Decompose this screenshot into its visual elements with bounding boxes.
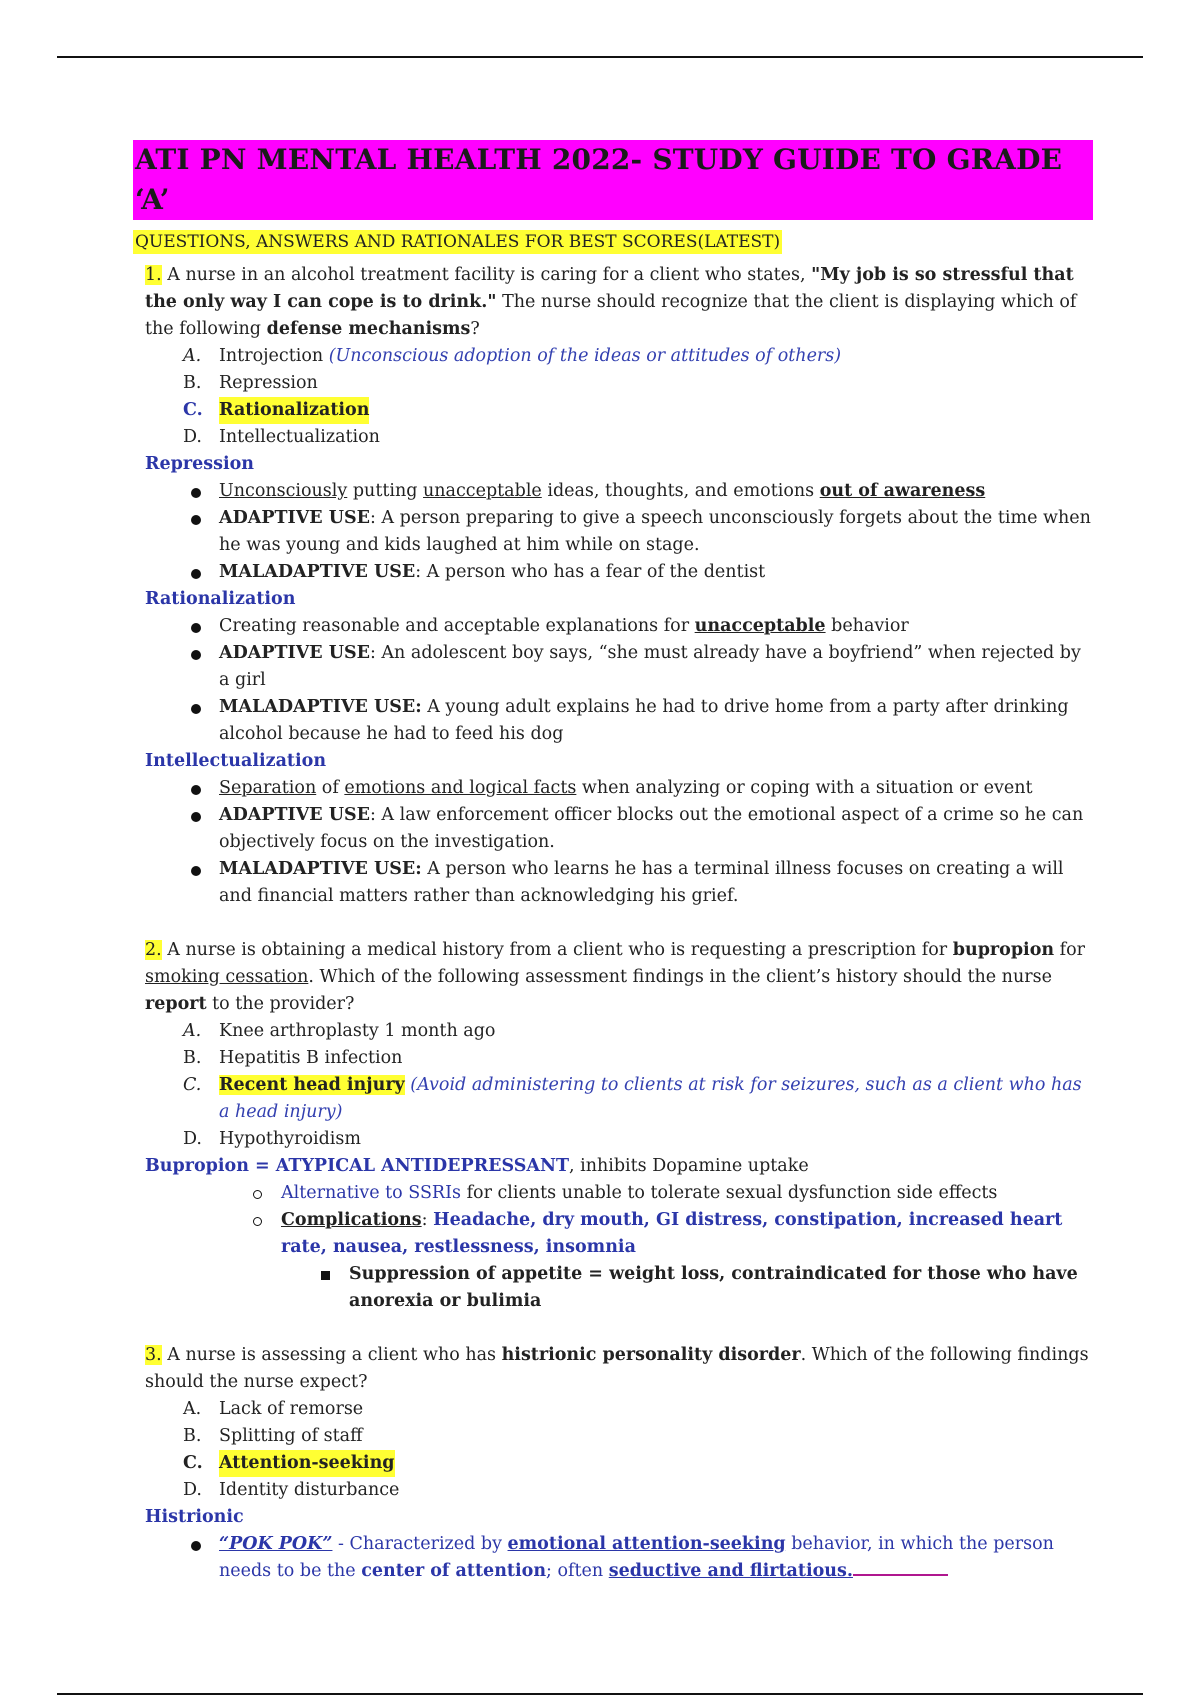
rationale-note: (Unconscious adoption of the ideas or attitudes of others) xyxy=(323,346,842,366)
section-heading: Intellectualization xyxy=(145,751,327,771)
question-number: 2. xyxy=(145,940,162,960)
section-heading: Bupropion = ATYPICAL ANTIDEPRESSANT, inhibits Dopamine uptake xyxy=(145,1156,809,1176)
option-c-correct: C. Attention-seeking xyxy=(183,1450,1093,1477)
question-number: 1. xyxy=(145,265,162,285)
client-quote: "My job is so stressful that the only way I can cope is to drink." xyxy=(145,265,1074,312)
top-rule xyxy=(57,56,1143,58)
section-heading: Repression xyxy=(145,454,255,474)
option-d: D. Identity disturbance xyxy=(183,1480,400,1500)
q3-options xyxy=(183,1396,1093,1504)
question-number: 3. xyxy=(145,1345,162,1365)
list-item: ADAPTIVE USE: A person preparing to give a speech unconsciously forgets about the time when he was young and kids laughed at him while on stage. xyxy=(183,505,1093,559)
question-3: 3. A nurse is assessing a client who has histrionic personality disorder. Which of the following findings should the nurse expect? xyxy=(145,1345,1089,1392)
bottom-rule xyxy=(57,1693,1143,1695)
sub-list xyxy=(245,1180,1093,1261)
option-a: A. Introjection (Unconscious adoption of the ideas or attitudes of others) xyxy=(183,346,842,366)
list-item: Suppression of appetite = weight loss, contraindicated for those who have anorexia or bulimia xyxy=(313,1261,1093,1315)
option-b: B. Splitting of staff xyxy=(183,1426,363,1446)
question-1: 1. A nurse in an alcohol treatment facility is caring for a client who states, "My job is so stressful that the only way I can cope is to drink." The nurse should recognize that the client is displaying which of the following defense mechanisms? xyxy=(145,265,1077,339)
rationale-note: (Avoid administering to clients at risk for seizures, such as a client who has a head injury) xyxy=(219,1075,1082,1122)
option-c-correct: C. Recent head injury (Avoid administering to clients at risk for seizures, such as a client who has a head injury) xyxy=(183,1075,1082,1122)
bullet-list xyxy=(183,1531,1093,1585)
option-b: B. Repression xyxy=(183,373,318,393)
option-a: A. Knee arthroplasty 1 month ago xyxy=(183,1021,496,1041)
option-a: A. Lack of remorse xyxy=(183,1399,364,1419)
question-2: 2. A nurse is obtaining a medical history from a client who is requesting a prescription for bupropion for smoking cessation. Which of the following assessment findings in the client’s history should the nurse report to the provider? xyxy=(145,940,1086,1014)
list-item: MALADAPTIVE USE: A person who has a fear of the dentist xyxy=(183,559,1093,586)
list-item: ADAPTIVE USE: A law enforcement officer blocks out the emotional aspect of a crime so he can objectively focus on the investigation. xyxy=(183,802,1093,856)
list-item: Separation of emotions and logical facts when analyzing or coping with a situation or event xyxy=(183,775,1093,802)
bullet-list xyxy=(183,775,1093,910)
q2-options xyxy=(183,1018,1093,1153)
section-heading: Rationalization xyxy=(145,589,296,609)
bullet-list xyxy=(183,613,1093,748)
option-d: D. Intellectualization xyxy=(183,427,380,447)
list-item: Alternative to SSRIs for clients unable to tolerate sexual dysfunction side effects xyxy=(245,1180,1093,1207)
list-item: Unconsciously putting unacceptable ideas, thoughts, and emotions out of awareness xyxy=(183,478,1093,505)
document-subtitle: QUESTIONS, ANSWERS AND RATIONALES FOR BEST SCORES(LATEST) xyxy=(135,232,781,252)
option-c-correct: C. Rationalization xyxy=(183,397,1093,424)
list-item: MALADAPTIVE USE: A person who learns he has a terminal illness focuses on creating a will and financial matters rather than acknowledging his grief. xyxy=(183,856,1093,910)
document-title: ATI PN MENTAL HEALTH 2022- STUDY GUIDE TO GRADE ‘A’ xyxy=(133,140,1093,220)
option-d: D. Hypothyroidism xyxy=(183,1129,361,1149)
sub-sub-list xyxy=(313,1261,1093,1315)
list-item: ADAPTIVE USE: An adolescent boy says, “she must already have a boyfriend” when rejected by a girl xyxy=(183,640,1093,694)
document-page xyxy=(133,140,1093,1585)
option-b: B. Hepatitis B infection xyxy=(183,1048,403,1068)
list-item: “POK POK” - Characterized by emotional attention-seeking behavior, in which the person needs to be the center of attention; often seductive and flirtatious. xyxy=(183,1531,1093,1585)
list-item: Creating reasonable and acceptable explanations for unacceptable behavior xyxy=(183,613,1093,640)
list-item: MALADAPTIVE USE: A young adult explains he had to drive home from a party after drinking alcohol because he had to feed his dog xyxy=(183,694,1093,748)
q1-options xyxy=(183,343,1093,451)
section-heading: Histrionic xyxy=(145,1507,244,1527)
list-item: Complications: Headache, dry mouth, GI distress, constipation, increased heart rate, nausea, restlessness, insomnia xyxy=(245,1207,1093,1261)
bullet-list xyxy=(183,478,1093,586)
